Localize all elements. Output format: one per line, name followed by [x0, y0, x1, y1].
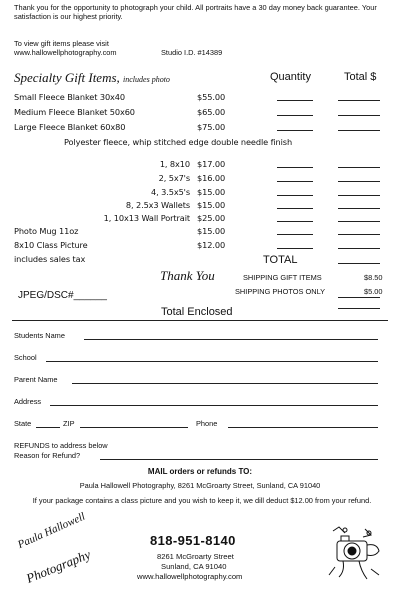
gift-item-medium-blanket: Medium Fleece Blanket 50x60	[14, 107, 135, 117]
footer-website[interactable]: www.hallowellphotography.com	[137, 572, 243, 581]
website-link[interactable]: www.hallowellphotography.com	[14, 48, 117, 57]
total-enclosed-label: Total Enclosed	[161, 306, 233, 318]
parent-name-field[interactable]	[72, 383, 378, 384]
footer-street: 8261 McGroarty Street	[157, 552, 234, 561]
state-label: State	[14, 419, 32, 428]
package-8-wallets: 8, 2.5x3 Wallets	[125, 200, 190, 210]
package-10x13: 1, 10x13 Wall Portrait	[103, 213, 190, 223]
photographer-illustration	[325, 525, 385, 587]
total-blank[interactable]	[338, 100, 380, 101]
quantity-blank[interactable]	[277, 100, 313, 101]
total-blank[interactable]	[338, 221, 380, 222]
school-field[interactable]	[46, 361, 378, 362]
shipping-gift-price: $8.50	[364, 273, 383, 282]
gift-price-large-blanket: $75.00	[197, 122, 226, 132]
intro-paragraph: Thank you for the opportunity to photograph your child. All portraits have a 30 day money back guarantee. Your satisfaction is our highest priority.	[14, 3, 377, 21]
gift-item-large-blanket: Large Fleece Blanket 60x80	[14, 122, 126, 132]
view-gifts-text: To view gift items please visit	[14, 39, 109, 48]
shipping-photos-price: $5.00	[364, 287, 383, 296]
gift-price-medium-blanket: $65.00	[197, 107, 226, 117]
package-4-3x5: 4, 3.5x5's	[150, 187, 190, 197]
students-name-label: Students Name	[14, 331, 65, 340]
studio-id: Studio I.D. #14389	[161, 48, 223, 57]
total-blank[interactable]	[338, 195, 380, 196]
package-price: $15.00	[197, 187, 226, 197]
quantity-header: Quantity	[270, 71, 311, 83]
shipping-photos-only: SHIPPING PHOTOS ONLY	[235, 287, 326, 296]
signature-line-2: Photography	[24, 546, 93, 586]
gift-item-small-blanket: Small Fleece Blanket 30x40	[14, 92, 126, 102]
thank-you-text: Thank You	[160, 268, 215, 283]
gift-items-title	[14, 70, 170, 86]
extra-price: $12.00	[197, 240, 226, 250]
package-2-5x7: 2, 5x7's	[158, 173, 190, 183]
package-price: $25.00	[197, 213, 226, 223]
footer-city: Sunland, CA 91040	[161, 562, 227, 571]
total-blank[interactable]	[338, 115, 380, 116]
phone-field[interactable]	[228, 427, 378, 428]
refunds-label: REFUNDS to address below	[14, 441, 108, 450]
package-price: $16.00	[197, 173, 226, 183]
quantity-blank[interactable]	[277, 234, 313, 235]
package-price: $15.00	[197, 200, 226, 210]
section-divider	[12, 320, 388, 321]
total-blank[interactable]	[338, 167, 380, 168]
reason-field[interactable]	[100, 459, 378, 460]
total-header: Total $	[344, 71, 377, 83]
extra-price: $15.00	[197, 226, 226, 236]
total-label: TOTAL	[263, 254, 298, 266]
total-enclosed-blank[interactable]	[338, 308, 380, 309]
zip-label: ZIP	[63, 419, 75, 428]
total-blank[interactable]	[338, 234, 380, 235]
package-price: $17.00	[197, 159, 226, 169]
address-label: Address	[14, 397, 42, 406]
gift-items-title-text: Specialty Gift Items,	[14, 70, 120, 85]
jpeg-dsc-field[interactable]: JPEG/DSC#______	[18, 290, 107, 301]
total-blank[interactable]	[338, 248, 380, 249]
tax-note: includes sales tax	[14, 254, 86, 264]
extra-photo-mug: Photo Mug 11oz	[14, 226, 79, 236]
total-amount-blank[interactable]	[338, 263, 380, 264]
mail-heading: MAIL orders or refunds TO:	[147, 467, 253, 476]
zip-field[interactable]	[80, 427, 188, 428]
package-1-8x10: 1, 8x10	[159, 159, 190, 169]
fleece-note: Polyester fleece, whip stitched edge double needle finish	[64, 137, 293, 147]
school-label: School	[14, 353, 37, 362]
quantity-blank[interactable]	[277, 130, 313, 131]
gift-price-small-blanket: $55.00	[197, 92, 226, 102]
shipping-gift-items: SHIPPING GIFT ITEMS	[243, 273, 322, 282]
signature-line-1: Paula Hallowell	[16, 510, 88, 551]
shipping-blank[interactable]	[338, 297, 380, 298]
quantity-blank[interactable]	[277, 115, 313, 116]
mail-address: Paula Hallowell Photography, 8261 McGroarty Street, Sunland, CA 91040	[79, 481, 321, 490]
total-blank[interactable]	[338, 130, 380, 131]
total-blank[interactable]	[338, 208, 380, 209]
reason-label: Reason for Refund?	[14, 451, 81, 460]
class-picture-note: If your package contains a class picture and you wish to keep it, we dill deduct $12.00 from your refund.	[32, 496, 372, 505]
quantity-blank[interactable]	[277, 221, 313, 222]
quantity-blank[interactable]	[277, 181, 313, 182]
footer-phone: 818-951-8140	[150, 533, 236, 548]
quantity-blank[interactable]	[277, 248, 313, 249]
quantity-blank[interactable]	[277, 167, 313, 168]
extra-class-picture: 8x10 Class Picture	[14, 240, 88, 250]
quantity-blank[interactable]	[277, 195, 313, 196]
phone-label: Phone	[196, 419, 218, 428]
address-field[interactable]	[50, 405, 378, 406]
gift-items-title-note: includes photo	[123, 75, 170, 84]
state-field[interactable]	[36, 427, 60, 428]
quantity-blank[interactable]	[277, 208, 313, 209]
students-name-field[interactable]	[84, 339, 378, 340]
total-blank[interactable]	[338, 181, 380, 182]
parent-name-label: Parent Name	[14, 375, 58, 384]
